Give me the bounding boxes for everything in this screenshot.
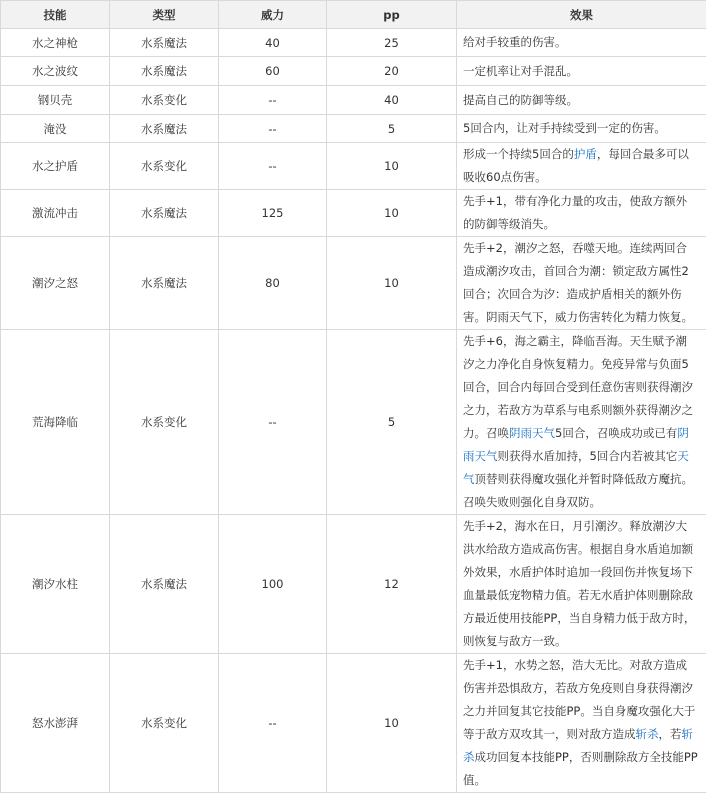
header-row xyxy=(1,1,706,29)
header-type: 类型 xyxy=(110,1,219,29)
skill-type: 水系魔法 xyxy=(110,29,219,57)
effect-text: 给对手较重的伤害。 xyxy=(463,35,567,49)
skill-type: 水系变化 xyxy=(110,86,219,115)
effect-link[interactable]: 斩杀 xyxy=(463,727,693,764)
skill-pp: 10 xyxy=(327,654,457,793)
table-row xyxy=(1,86,706,115)
skill-effect xyxy=(457,57,706,86)
skill-effect xyxy=(457,654,706,793)
skill-pp: 10 xyxy=(327,190,457,237)
table-row xyxy=(1,190,706,237)
skill-type: 水系变化 xyxy=(110,143,219,190)
effect-link[interactable]: 阴雨天气 xyxy=(509,426,555,440)
skill-pp: 20 xyxy=(327,57,457,86)
skill-power: 80 xyxy=(219,237,327,330)
skill-effect xyxy=(457,190,706,237)
skill-name: 淹没 xyxy=(1,115,110,143)
skill-power: -- xyxy=(219,330,327,515)
effect-text: 则获得水盾加持，5回合内若被其它 xyxy=(498,449,678,463)
effect-text: 顶替则获得魔攻强化并暂时降低敌方魔抗。召唤失败则强化自身双防。 xyxy=(463,472,693,509)
effect-text: 形成一个持续5回合的 xyxy=(463,147,574,161)
header-effect: 效果 xyxy=(457,1,706,29)
effect-text: 一定机率让对手混乱。 xyxy=(463,64,578,78)
skill-power: -- xyxy=(219,115,327,143)
effect-text: 先手+6，海之霸主，降临吾海。天生赋予潮汐之力净化自身恢复精力。免疫异常与负面5回合，回合内每回合受到任意伤害则获得潮汐之力，若敌方为草系与电系则额外获得潮汐之力。召唤 xyxy=(463,334,693,440)
table-row xyxy=(1,29,706,57)
skill-effect xyxy=(457,237,706,330)
effect-text: 先手+2，潮汐之怒，吞噬天地。连续两回合造成潮汐攻击，首回合为潮：锁定敌方属性2回合；次回合为汐：造成护盾相关的额外伤害。阴雨天气下，威力伤害转化为精力恢复。 xyxy=(463,241,693,324)
table-row xyxy=(1,57,706,86)
skill-name: 钢贝壳 xyxy=(1,86,110,115)
skill-type: 水系变化 xyxy=(110,654,219,793)
effect-text: ，若 xyxy=(659,727,682,741)
table-row xyxy=(1,143,706,190)
skill-name: 水之波纹 xyxy=(1,57,110,86)
skill-type: 水系魔法 xyxy=(110,57,219,86)
skill-type: 水系魔法 xyxy=(110,237,219,330)
skill-pp: 10 xyxy=(327,237,457,330)
effect-link[interactable]: 护盾 xyxy=(574,147,597,161)
effect-text: 5回合，召唤成功或已有 xyxy=(555,426,677,440)
skill-effect xyxy=(457,515,706,654)
header-skill: 技能 xyxy=(1,1,110,29)
effect-text: ，每回合最多可以吸收60点伤害。 xyxy=(463,147,689,184)
skill-type: 水系变化 xyxy=(110,330,219,515)
skill-power: 40 xyxy=(219,29,327,57)
skill-effect xyxy=(457,330,706,515)
skill-power: -- xyxy=(219,86,327,115)
skill-type: 水系魔法 xyxy=(110,115,219,143)
skill-power: -- xyxy=(219,654,327,793)
effect-text: 先手+1，水势之怒，浩大无比。对敌方造成伤害并恐惧敌方，若敌方免疫则自身获得潮汐之力并回复其它技能PP。当自身魔攻强化大于等于敌方双攻其一，则对敌方造成 xyxy=(463,658,695,741)
skill-pp: 5 xyxy=(327,115,457,143)
skill-effect xyxy=(457,115,706,143)
table-row xyxy=(1,515,706,654)
table-row xyxy=(1,654,706,793)
skill-pp: 10 xyxy=(327,143,457,190)
skill-type: 水系魔法 xyxy=(110,515,219,654)
skill-power: 60 xyxy=(219,57,327,86)
skill-pp: 5 xyxy=(327,330,457,515)
skill-effect xyxy=(457,29,706,57)
skill-name: 水之神枪 xyxy=(1,29,110,57)
effect-text: 提高自己的防御等级。 xyxy=(463,93,578,107)
skill-name: 潮汐之怒 xyxy=(1,237,110,330)
skill-name: 荒海降临 xyxy=(1,330,110,515)
effect-text: 5回合内，让对手持续受到一定的伤害。 xyxy=(463,121,666,135)
effect-text: 先手+2，海水在日，月引潮汐。释放潮汐大洪水给敌方造成高伤害。根据自身水盾追加额外效果，水盾护体时追加一段回伤并恢复场下血量最低宠物精力值。若无水盾护体则删除敌方最近使用技能PP，当自身精力低于敌方时，则恢复与敌方一致。 xyxy=(463,519,695,648)
effect-link[interactable]: 阴雨天气 xyxy=(463,426,689,463)
skill-name: 水之护盾 xyxy=(1,143,110,190)
header-pp: pp xyxy=(327,1,457,29)
header-power: 威力 xyxy=(219,1,327,29)
skill-power: 125 xyxy=(219,190,327,237)
skill-pp: 40 xyxy=(327,86,457,115)
skill-effect xyxy=(457,86,706,115)
skill-name: 潮汐水柱 xyxy=(1,515,110,654)
table-row xyxy=(1,237,706,330)
effect-link[interactable]: 天气 xyxy=(463,449,689,486)
skill-type: 水系魔法 xyxy=(110,190,219,237)
skill-power: -- xyxy=(219,143,327,190)
skill-pp: 25 xyxy=(327,29,457,57)
skill-power: 100 xyxy=(219,515,327,654)
effect-text: 成功回复本技能PP，否则删除敌方全技能PP值。 xyxy=(463,750,698,787)
skill-name: 怒水澎湃 xyxy=(1,654,110,793)
table-row xyxy=(1,115,706,143)
effect-text: 先手+1，带有净化力量的攻击，使敌方额外的防御等级消失。 xyxy=(463,194,687,231)
skill-pp: 12 xyxy=(327,515,457,654)
skill-name: 激流冲击 xyxy=(1,190,110,237)
table-row xyxy=(1,330,706,515)
skill-effect xyxy=(457,143,706,190)
effect-link[interactable]: 斩杀 xyxy=(636,727,659,741)
